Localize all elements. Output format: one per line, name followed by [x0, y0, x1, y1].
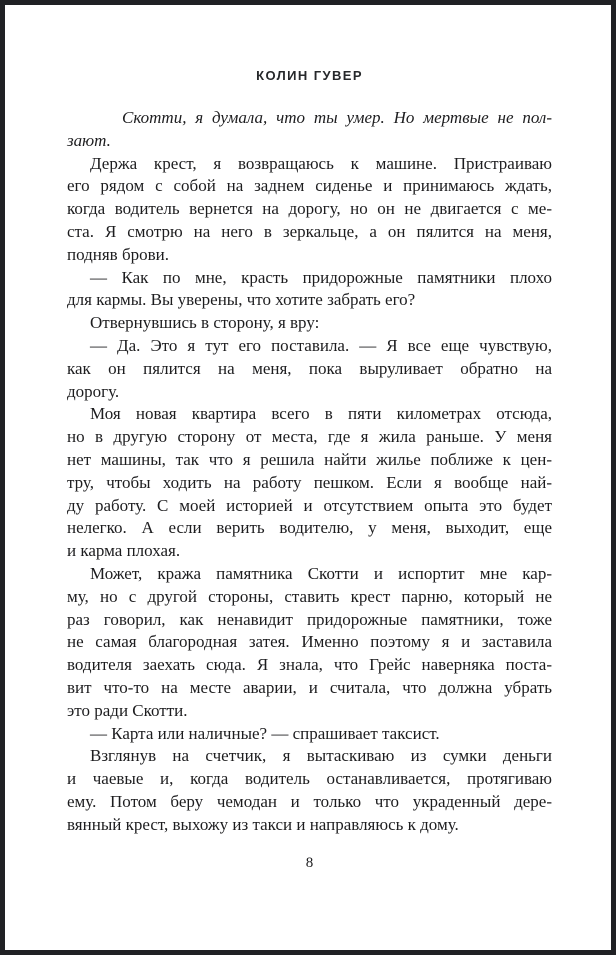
- text-line: зают.: [67, 130, 111, 150]
- text-line: Скотти, я думала, что ты умер. Но мертвые не пол-: [122, 108, 552, 127]
- paragraph: [67, 403, 552, 563]
- paragraph: [67, 723, 552, 746]
- running-header: КОЛИН ГУВЕР: [256, 68, 363, 83]
- paragraph: [67, 335, 552, 403]
- paragraph: [67, 312, 552, 335]
- text-line: ему. Потом беру чемодан и только что украденный дере-: [67, 791, 552, 811]
- paragraph: [67, 267, 552, 313]
- text-line: — Карта или наличные? — спрашивает таксист.: [90, 723, 440, 743]
- text-line: и чаевые и, когда водитель останавливается, протягиваю: [67, 769, 552, 789]
- text-line: не самая благородная затея. Именно поэтому я и заставила: [67, 632, 552, 652]
- text-line: водителя заехать сюда. Я знала, что Грейс наверняка поста-: [67, 655, 552, 675]
- page-text: [67, 107, 552, 837]
- text-line: и карма плохая.: [67, 541, 181, 561]
- text-line: Отвернувшись в сторону, я вру:: [90, 313, 320, 333]
- text-line: нет машины, так что я решила найти жилье поближе к цен-: [67, 449, 552, 469]
- paragraph: [67, 563, 552, 723]
- paragraph: [67, 745, 552, 836]
- text-line: нелегко. А если верить водителю, у меня, выходит, еще: [67, 518, 552, 538]
- text-line: тру, чтобы ходить на работу пешком. Если я вообще най-: [67, 472, 552, 492]
- text-line: Взглянув на счетчик, я вытаскиваю из сумки деньги: [90, 746, 552, 766]
- text-line: это ради Скотти.: [67, 700, 188, 720]
- paragraph: [67, 107, 552, 153]
- text-line: — Как по мне, красть придорожные памятники плохо: [90, 267, 552, 287]
- text-line: подняв брови.: [67, 244, 169, 264]
- paragraph: [67, 153, 552, 267]
- text-line: вянный крест, выхожу из такси и направляюсь к дому.: [67, 814, 459, 834]
- text-line: ста. Я смотрю на него в зеркальце, а он пялится на меня,: [67, 221, 552, 241]
- text-line: когда водитель вернется на дорогу, но он не двигается с ме-: [67, 199, 552, 219]
- text-line: му, но с другой стороны, ставить крест парню, который не: [67, 586, 552, 606]
- text-line: Может, кража памятника Скотти и испортит мне кар-: [90, 563, 552, 583]
- text-line: ду работу. С моей историей и отсутствием опыта это будет: [67, 495, 552, 515]
- text-line: но в другую сторону от места, где я жила раньше. У меня: [67, 427, 552, 447]
- text-line: дорогу.: [67, 381, 120, 401]
- text-line: — Да. Это я тут его поставила. — Я все еще чувствую,: [90, 335, 552, 355]
- page-number: 8: [305, 854, 314, 871]
- text-line: как он пялится на меня, пока выруливает обратно на: [67, 358, 552, 378]
- text-line: Моя новая квартира всего в пяти километрах отсюда,: [90, 404, 552, 424]
- text-line: для кармы. Вы уверены, что хотите забрать его?: [67, 290, 416, 310]
- text-line: Держа крест, я возвращаюсь к машине. Пристраиваю: [90, 153, 552, 173]
- text-line: его рядом с собой на заднем сиденье и принимаюсь ждать,: [67, 176, 552, 196]
- text-line: вит что-то на месте аварии, и считала, что должна убрать: [67, 677, 552, 697]
- text-line: раз говорил, как ненавидит придорожные памятники, тоже: [67, 609, 552, 629]
